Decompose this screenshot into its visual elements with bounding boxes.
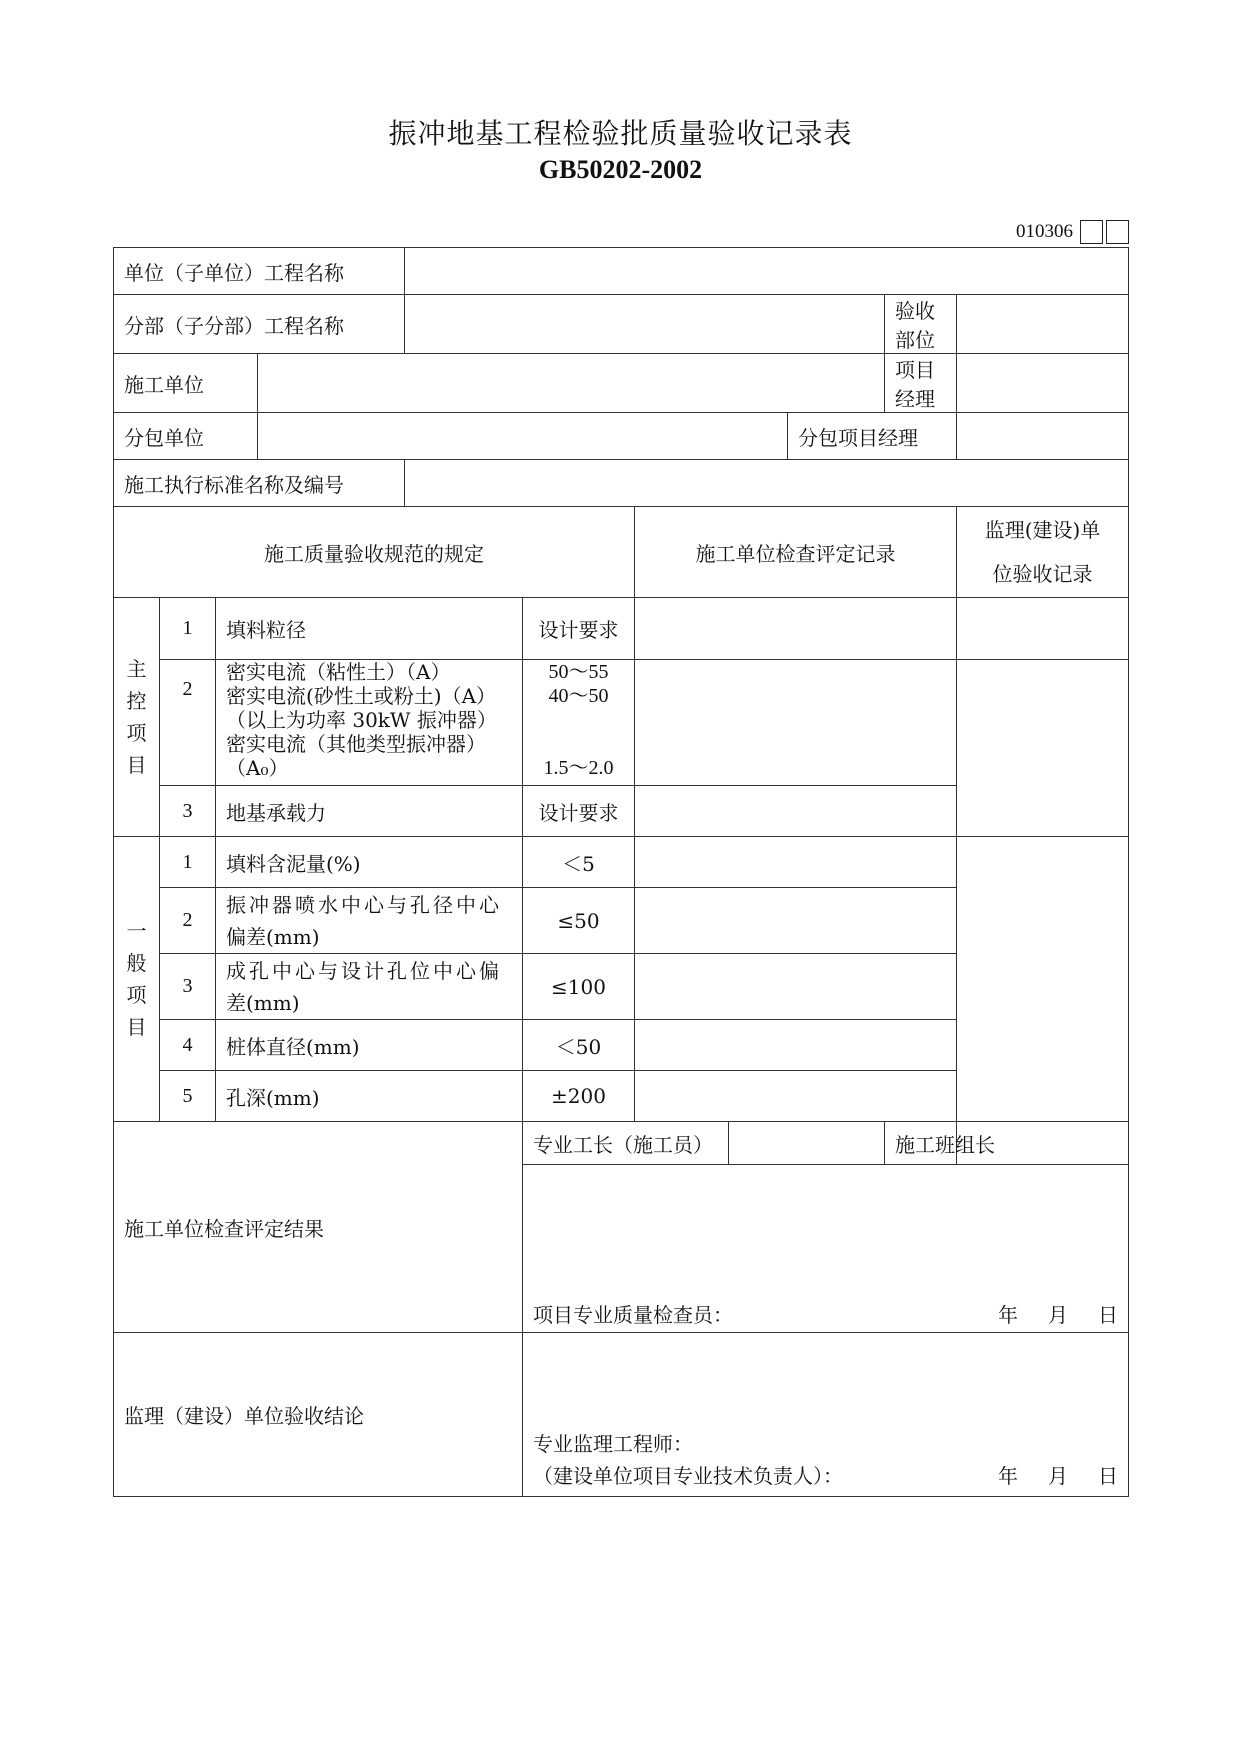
foreman-field[interactable] <box>729 1122 885 1165</box>
general-item-no: 3 <box>160 954 216 1020</box>
foreman-label: 专业工长（施工员） <box>523 1122 729 1165</box>
project-manager-field[interactable] <box>957 354 1129 413</box>
standard-name-field[interactable] <box>405 460 1129 507</box>
supervision-date: 年 月 日 <box>998 1464 1119 1488</box>
main-item-value: 设计要求 <box>523 786 635 837</box>
construction-unit-field[interactable] <box>258 354 885 413</box>
subcontract-unit-label: 分包单位 <box>114 413 258 460</box>
general-item-value: ＜5 <box>523 837 635 888</box>
main-item-name: 填料粒径 <box>216 598 523 660</box>
sub-project-label: 分部（子分部）工程名称 <box>114 295 405 354</box>
general-item-name: 孔深(mm) <box>216 1071 523 1122</box>
general-item-value: ±200 <box>523 1071 635 1122</box>
construction-result-label: 施工单位检查评定结果 <box>114 1122 523 1333</box>
subcontract-manager-field[interactable] <box>957 413 1129 460</box>
unit-project-label: 单位（子单位）工程名称 <box>114 248 405 295</box>
general-item-no: 2 <box>160 888 216 954</box>
general-item-name: 桩体直径(mm) <box>216 1020 523 1071</box>
main-item-supervisor-record[interactable] <box>957 598 1129 660</box>
general-item-name: 振冲器喷水中心与孔径中心 偏差(mm) <box>216 888 523 954</box>
spec-header: 施工质量验收规范的规定 <box>114 507 635 598</box>
unit-project-field[interactable] <box>405 248 1129 295</box>
project-manager-label: 项目经理 <box>885 354 957 413</box>
form-code-box-1[interactable] <box>1080 220 1103 244</box>
general-item-value: ≤100 <box>523 954 635 1020</box>
construction-unit-label: 施工单位 <box>114 354 258 413</box>
main-items-group-label: 主 控 项 目 <box>114 598 160 837</box>
general-item-no: 1 <box>160 837 216 888</box>
main-item-name: 密实电流（粘性土）（A） 密实电流(砂性土或粉土)（A） （以上为功率 30kW 振冲器） 密实电流（其他类型振冲器） （A₀） <box>216 660 523 786</box>
general-item-supervisor-record[interactable] <box>957 837 1129 1122</box>
general-item-check-record[interactable] <box>635 1020 957 1071</box>
check-record-header: 施工单位检查评定记录 <box>635 507 957 598</box>
main-item-value: 50～55 40～50 1.5～2.0 <box>523 660 635 786</box>
owner-rep-label: （建设单位项目专业技术负责人）： <box>533 1464 843 1488</box>
general-item-no: 5 <box>160 1071 216 1122</box>
standard-code: GB50202-2002 <box>538 155 703 184</box>
subcontract-manager-label: 分包项目经理 <box>788 413 957 460</box>
main-item-name: 地基承载力 <box>216 786 523 837</box>
general-item-name: 填料含泥量(%) <box>216 837 523 888</box>
general-item-no: 4 <box>160 1020 216 1071</box>
form-code-box-2[interactable] <box>1106 220 1129 244</box>
construction-result-field[interactable] <box>523 1165 1129 1333</box>
general-item-value: ＜50 <box>523 1020 635 1071</box>
supervisor-record-header: 监理(建设)单 位验收记录 <box>957 507 1129 598</box>
general-item-check-record[interactable] <box>635 837 957 888</box>
main-item-check-record[interactable] <box>635 598 957 660</box>
supervision-engineer-label: 专业监理工程师： <box>533 1432 693 1456</box>
form-code <box>1016 220 1129 244</box>
main-item-no: 2 <box>160 660 216 786</box>
main-item-check-record[interactable] <box>635 786 957 837</box>
quality-inspector-label: 项目专业质量检查员： <box>533 1303 733 1327</box>
general-item-check-record[interactable] <box>635 1071 957 1122</box>
main-item-value: 设计要求 <box>523 598 635 660</box>
supervision-conclusion-field[interactable] <box>523 1333 1129 1497</box>
main-item-no: 1 <box>160 598 216 660</box>
general-item-check-record[interactable] <box>635 954 957 1020</box>
acceptance-record-table <box>113 247 1129 1497</box>
supervision-conclusion-label: 监理（建设）单位验收结论 <box>114 1333 523 1497</box>
general-item-name: 成孔中心与设计孔位中心偏 差(mm) <box>216 954 523 1020</box>
acceptance-part-field[interactable] <box>957 295 1129 354</box>
general-item-value: ≤50 <box>523 888 635 954</box>
general-item-check-record[interactable] <box>635 888 957 954</box>
main-item-supervisor-record[interactable] <box>957 660 1129 837</box>
general-items-group-label: 一 般 项 目 <box>114 837 160 1122</box>
acceptance-part-label: 验收部位 <box>885 295 957 354</box>
page-title: 振冲地基工程检验批质量验收记录表 <box>388 117 853 150</box>
main-item-check-record[interactable] <box>635 660 957 786</box>
sub-project-field[interactable] <box>405 295 885 354</box>
team-leader-label: 施工班组长 <box>885 1122 957 1165</box>
standard-name-label: 施工执行标准名称及编号 <box>114 460 405 507</box>
form-code-label: 010306 <box>1016 221 1073 242</box>
subcontract-unit-field[interactable] <box>258 413 788 460</box>
construction-date: 年 月 日 <box>998 1303 1119 1327</box>
main-item-no: 3 <box>160 786 216 837</box>
